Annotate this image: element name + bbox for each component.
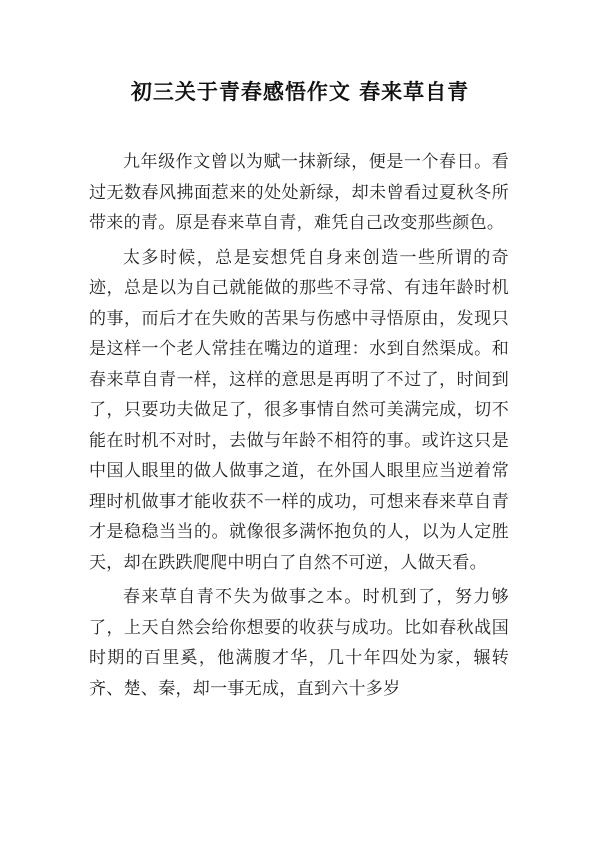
document-body bbox=[89, 147, 509, 704]
paragraph-3: 春来草自青不失为做事之本。时机到了，努力够了，上天自然会给你想要的收获与成功。比如春秋战国时期的百里奚，他满腹才华，几十年四处为家，辗转齐、楚、秦，却一事无成，直到六十多岁 bbox=[89, 587, 509, 699]
paragraph-2: 太多时候，总是妄想凭自身来创造一些所谓的奇迹，总是以为自己就能做的那些不寻常、有违年龄时机的事，而后才在失败的苦果与伤感中寻悟原由，发现只是这样一个老人常挂在嘴边的道理：水到自然渠成。和春来草自青一样，这样的意思是再明了不过了，时间到了，只要功夫做足了，很多事情自然可美满完成，切不能在时机不对时，去做与年龄不相符的事。或许这只是中国人眼里的做人做事之道，在外国人眼里应当逆着常理时机做事才能收获不一样的成功，可想来春来草自青才是稳稳当当的。就像很多满怀抱负的人，以为人定胜天，却在跌跌爬爬中明白了自然不可逆，人做天看。 bbox=[89, 247, 509, 573]
paragraph-1: 九年级作文曾以为赋一抹新绿，便是一个春日。看过无数春风拂面惹来的处处新绿，却未曾看过夏秋冬所带来的青。原是春来草自青，难凭自己改变那些颜色。 bbox=[89, 152, 509, 233]
document-title: 初三关于青春感悟作文 春来草自青 bbox=[130, 80, 470, 104]
